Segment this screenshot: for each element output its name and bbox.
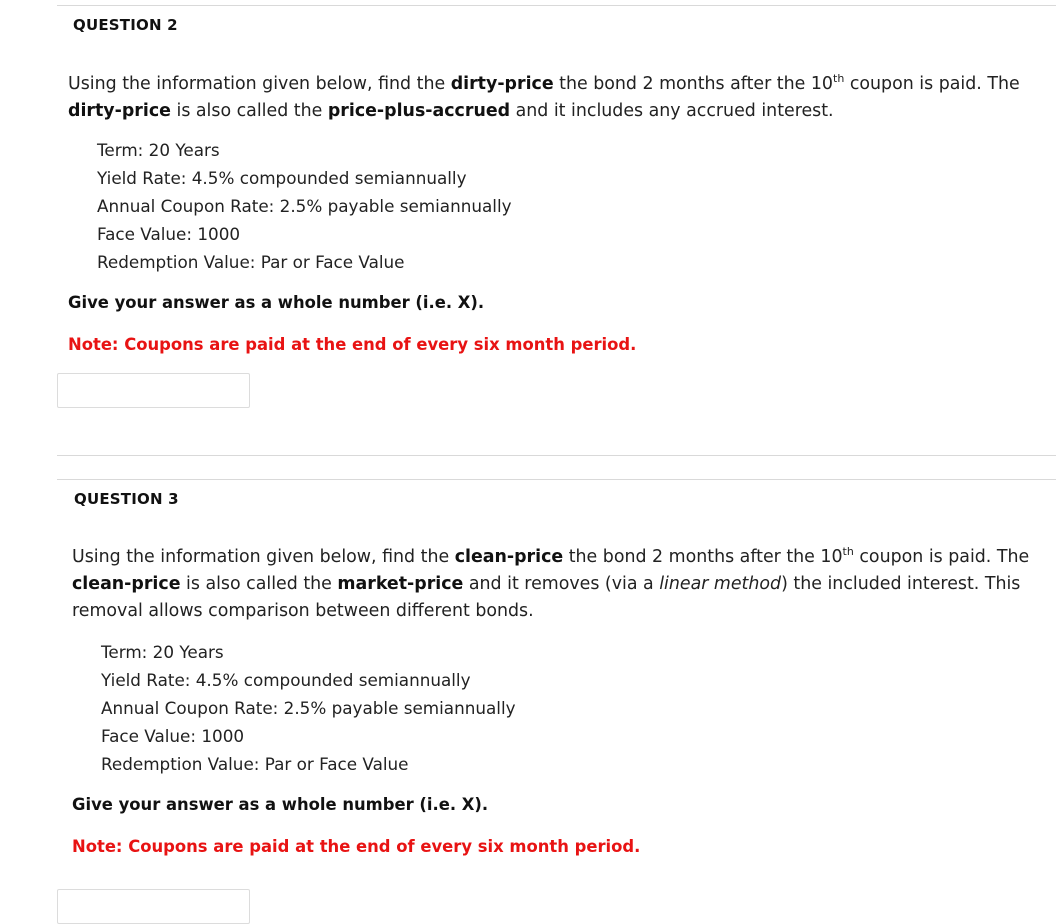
detail-coupon-rate: Annual Coupon Rate: 2.5% payable semiannually [97,196,512,216]
detail-face-value: Face Value: 1000 [101,726,245,746]
term-price-plus-accrued: price-plus-accrued [327,101,511,121]
term-linear-method: linear method [659,574,782,594]
coupon-note: Note: Coupons are paid at the end of every six month period. [72,837,641,856]
question-title: QUESTION 2 [73,16,178,34]
question-text: Using the information given below, find the clean-price the bond 2 months after the 10th coupon is paid. The clean-price is also called the market-price and it removes (via a linear method) the included interest. This removal allows comparison between different bonds. [72,545,1030,621]
question-title: QUESTION 3 [74,490,179,508]
term-dirty-price: dirty-price [450,74,554,94]
detail-redemption-value: Redemption Value: Par or Face Value [97,252,405,272]
term-clean-price: clean-price [454,547,564,567]
answer-instruction: Give your answer as a whole number (i.e. X). [68,293,485,312]
coupon-note: Note: Coupons are paid at the end of every six month period. [68,335,637,354]
question-divider [57,479,1056,480]
answer-input[interactable] [57,889,250,924]
answer-input[interactable] [57,373,250,408]
detail-term: Term: 20 Years [97,140,220,160]
detail-redemption-value: Redemption Value: Par or Face Value [101,754,409,774]
detail-coupon-rate: Annual Coupon Rate: 2.5% payable semiannually [101,698,516,718]
detail-yield-rate: Yield Rate: 4.5% compounded semiannually [101,670,471,690]
question-text: Using the information given below, find the dirty-price the bond 2 months after the 10th coupon is paid. The dirty-price is also called the price-plus-accrued and it includes any accrued interest. [68,72,1020,121]
term-market-price: market-price [337,574,464,594]
question-divider [57,455,1056,456]
detail-face-value: Face Value: 1000 [97,224,241,244]
bond-details [101,638,516,778]
detail-term: Term: 20 Years [101,642,224,662]
bond-details [97,136,512,276]
detail-yield-rate: Yield Rate: 4.5% compounded semiannually [97,168,467,188]
answer-instruction: Give your answer as a whole number (i.e. X). [72,795,489,814]
top-divider [57,5,1056,6]
